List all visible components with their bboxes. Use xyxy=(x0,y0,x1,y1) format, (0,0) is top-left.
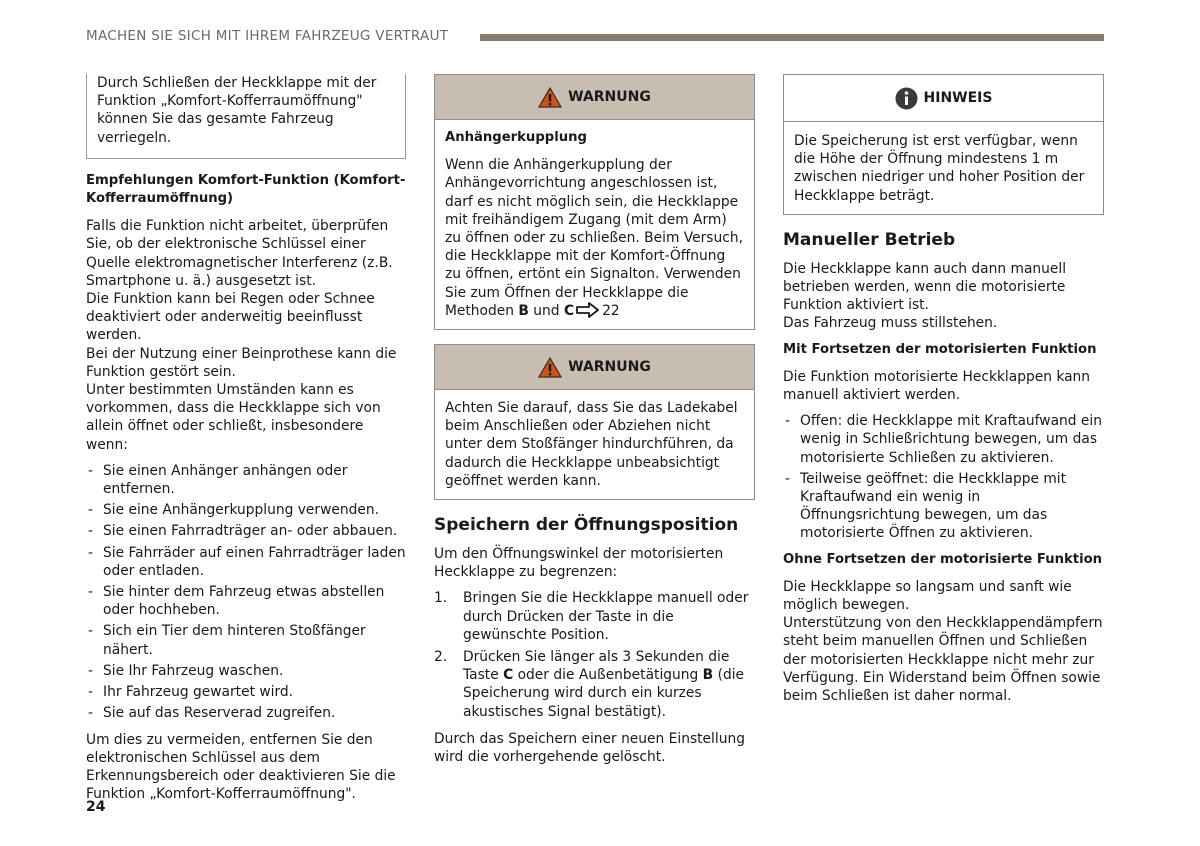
ref-b: B xyxy=(518,302,529,319)
list-item: - Sie einen Anhänger anhängen oder entfernen. xyxy=(86,462,406,498)
paragraph: Die Heckklappe so langsam und sanft wie möglich bewegen. xyxy=(783,578,1072,614)
step-text-part: (die Speicherung wird durch ein kurzes akustisches Signal bestätigt). xyxy=(463,667,745,720)
list-item xyxy=(434,648,755,721)
conditions-list xyxy=(86,462,406,723)
list-item: - Sie einen Fahrradträger an- oder abbauen. xyxy=(86,522,406,540)
warning-box-charging xyxy=(434,344,755,500)
subhead-with-continuation: Mit Fortsetzen der motorisierten Funktion xyxy=(783,341,1097,357)
ref-c: C xyxy=(563,302,575,319)
page-reference-arrow-icon xyxy=(576,302,600,318)
paragraph: Die Heckklappe kann auch dann manuell betrieben werden, wenn die motorisierte Funktion aktiviert ist. xyxy=(783,260,1067,314)
warning-label: WARNUNG xyxy=(568,88,651,105)
page-number: 24 xyxy=(86,799,106,815)
recommendations-subhead: Empfehlungen Komfort-Funktion (Komfort-Kofferraumöffnung) xyxy=(86,172,406,207)
warning-subhead: Anhängerkupplung xyxy=(445,130,587,145)
note-header xyxy=(784,75,1103,122)
warning-header xyxy=(435,345,754,390)
info-icon xyxy=(895,87,918,110)
section-intro: Um den Öffnungswinkel der motorisierten Heckklappe zu begrenzen: xyxy=(434,546,724,581)
column-right xyxy=(783,74,1104,705)
note-box xyxy=(783,74,1104,215)
para-line: Die Funktion kann bei Regen oder Schnee deaktiviert oder anderweitig beeinflusst werden. xyxy=(86,291,375,344)
boxed-note-text: Durch Schließen der Heckklappe mit der Funktion „Komfort-Kofferraumöffnung" können Sie das gesamte Fahrzeug verriegeln. xyxy=(97,75,377,146)
warning-body xyxy=(435,390,754,499)
step-text: Bringen Sie die Heckklappe manuell oder durch Drücken der Taste in die gewünschte Position. xyxy=(463,590,749,643)
page-header-title: MACHEN SIE SICH MIT IHREM FAHRZEUG VERTRAUT xyxy=(86,28,449,44)
manual-list xyxy=(783,412,1104,542)
key-c: C xyxy=(503,667,514,684)
page-reference[interactable]: 22 xyxy=(602,302,620,319)
subhead-without-continuation: Ohne Fortsetzen der motorisierte Funktion xyxy=(783,551,1103,567)
para-line: Bei der Nutzung einer Beinprothese kann die Funktion gestört sein. xyxy=(86,345,397,380)
section-title-manual: Manueller Betrieb xyxy=(783,229,956,250)
and-text: und xyxy=(528,302,564,319)
note-body xyxy=(784,122,1103,214)
warning-text-main: Wenn die Anhängerkupplung der Anhängevorrichtung angeschlossen ist, darf es nicht möglich sein, die Heckklappe mit freihändigem Zugang (mit dem Arm) zu öffnen oder zu schließen. Beim Versuch, die Heckklappe mit der Komfort-Öffnung zu öffnen, ertönt ein Signalton. Verwenden Sie zum Öffnen der Heckklappe die Methoden xyxy=(445,157,743,319)
list-item xyxy=(434,589,755,644)
paragraph: Unterstützung von den Heckklappendämpfern steht beim manuellen Öffnen und Schließen der motorisierten Heckklappe nicht mehr zur Verfügung. Ein Widerstand beim Öffnen sowie beim Schließen ist daher normal. xyxy=(783,615,1103,705)
list-item: - Sie Ihr Fahrzeug waschen. xyxy=(86,662,406,680)
closing-paragraph: Durch das Speichern einer neuen Einstellung wird die vorhergehende gelöscht. xyxy=(434,730,745,766)
list-item: - Ihr Fahrzeug gewartet wird. xyxy=(86,683,406,701)
column-left xyxy=(86,74,406,803)
section-title-save-position: Speichern der Öffnungsposition xyxy=(434,515,739,536)
list-item: - Sie auf das Reserverad zugreifen. xyxy=(86,704,406,722)
list-item: - Offen: die Heckklappe mit Kraftaufwand ein wenig in Schließrichtung bewegen, um das motorisierte Schließen zu aktivieren. xyxy=(783,412,1104,467)
list-item: - Teilweise geöffnet: die Heckklappe mit Kraftaufwand ein wenig in Öffnungsrichtung bewegen, um das motorisierte Öffnen zu aktivieren. xyxy=(783,470,1104,543)
step-text-part: Drücken Sie länger als 3 Sekunden die Taste xyxy=(463,649,730,684)
steps-list xyxy=(434,589,755,720)
list-item: - Sich ein Tier dem hinteren Stoßfänger nähert. xyxy=(86,622,406,658)
para-line: Unter bestimmten Umständen kann es vorkommen, dass die Heckklappe sich von allein öffnet oder schließt, insbesondere wenn: xyxy=(86,382,381,453)
paragraph: Das Fahrzeug muss stillstehen. xyxy=(783,315,998,332)
warning-body xyxy=(435,120,754,329)
header-bar xyxy=(480,34,1104,41)
step-text-part: oder die Außenbetätigung xyxy=(513,667,703,684)
boxed-note xyxy=(86,74,406,159)
column-middle xyxy=(434,74,755,766)
note-label: HINWEIS xyxy=(923,89,993,106)
key-b: B xyxy=(702,667,714,684)
note-text: Die Speicherung ist erst verfügbar, wenn die Höhe der Öffnung mindestens 1 m zwischen niedriger und hoher Position der Heckklappe beträgt. xyxy=(794,133,1085,204)
step-number: 2. xyxy=(434,649,448,666)
list-item: - Sie hinter dem Fahrzeug etwas abstellen oder hochheben. xyxy=(86,583,406,619)
list-item: - Sie eine Anhängerkupplung verwenden. xyxy=(86,501,406,519)
step-text xyxy=(463,649,744,720)
paragraph: Die Funktion motorisierte Heckklappen kann manuell aktiviert werden. xyxy=(783,368,1091,404)
warning-header xyxy=(435,75,754,120)
warning-triangle-icon xyxy=(538,357,562,378)
warning-text xyxy=(445,156,744,320)
warning-label: WARNUNG xyxy=(568,358,651,375)
step-number: 1. xyxy=(434,590,448,607)
warning-text: Achten Sie darauf, dass Sie das Ladekabel beim Anschließen oder Abziehen nicht unter dem Stoßfänger hindurchführen, da dadurch die Heckklappe unbeabsichtigt geöffnet werden kann. xyxy=(445,400,738,489)
list-item: - Sie Fahrräder auf einen Fahrradträger laden oder entladen. xyxy=(86,544,406,580)
warning-box-trailer xyxy=(434,74,755,330)
closing-paragraph: Um dies zu vermeiden, entfernen Sie den elektronischen Schlüssel aus dem Erkennungsbereich oder deaktivieren Sie die Funktion „Komfort-Kofferraumöffnung". xyxy=(86,731,396,803)
para-line: Falls die Funktion nicht arbeitet, überprüfen Sie, ob der elektronische Schlüssel einer Quelle elektromagnetischer Interferenz (z.B. Smartphone u. ä.) ausgesetzt ist. xyxy=(86,218,393,289)
warning-triangle-icon xyxy=(538,87,562,108)
